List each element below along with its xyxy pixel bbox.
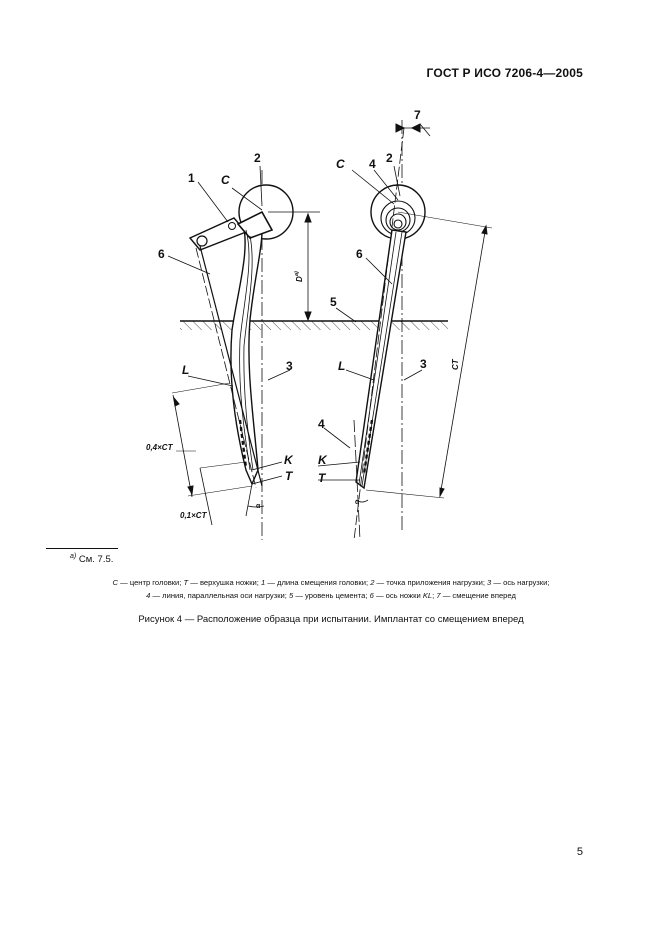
label-d: D bbox=[295, 276, 304, 282]
legend-symbol: KL bbox=[422, 591, 433, 600]
legend-text: — центр головки; bbox=[118, 578, 184, 587]
legend-symbol: 7 bbox=[436, 591, 441, 600]
label-0-4-ct: 0,4×CT bbox=[146, 443, 173, 452]
label-3-right: 3 bbox=[420, 357, 427, 371]
label-k-right: K bbox=[318, 453, 327, 467]
label-4-top: 4 bbox=[369, 157, 376, 171]
footnote-text: См. 7.5. bbox=[78, 554, 114, 566]
legend-text: — длина смещения головки; bbox=[265, 578, 371, 587]
label-alpha-right: α bbox=[355, 499, 360, 506]
legend-symbol: T bbox=[183, 578, 189, 587]
legend-text: — линия, параллельная оси нагрузки; bbox=[150, 591, 289, 600]
label-1: 1 bbox=[188, 171, 195, 185]
label-5: 5 bbox=[330, 295, 337, 309]
label-6-right: 6 bbox=[356, 247, 363, 261]
figure-legend bbox=[40, 576, 622, 602]
document-header: ГОСТ Р ИСО 7206-4—2005 bbox=[426, 66, 583, 80]
legend-symbol: 3 bbox=[487, 578, 492, 587]
label-0-1-ct: 0,1×CT bbox=[180, 511, 207, 520]
legend-line-2 bbox=[40, 589, 622, 602]
legend-text: — верхушка ножки; bbox=[188, 578, 261, 587]
legend-symbol: C bbox=[112, 578, 118, 587]
legend-symbol: 1 bbox=[261, 578, 266, 587]
legend-text: — ось нагрузки; bbox=[491, 578, 550, 587]
label-k-left: K bbox=[284, 453, 293, 467]
label-2-right: 2 bbox=[386, 151, 393, 165]
footnote-marker: a) bbox=[70, 553, 77, 560]
legend-symbol: 2 bbox=[370, 578, 375, 587]
label-d-footnote-mark: a) bbox=[294, 271, 300, 276]
legend-text: ; bbox=[432, 591, 437, 600]
label-alpha-left: α bbox=[256, 503, 261, 510]
label-ct: CT bbox=[451, 359, 460, 370]
label-6-left: 6 bbox=[158, 247, 165, 261]
label-3-left: 3 bbox=[286, 359, 293, 373]
legend-text: — точка приложения нагрузки; bbox=[374, 578, 488, 587]
page-number: 5 bbox=[576, 846, 583, 858]
legend-symbol: 5 bbox=[288, 591, 294, 600]
footnote bbox=[70, 553, 113, 565]
legend-text: — смещение вперед bbox=[440, 591, 516, 600]
label-t-right: T bbox=[318, 471, 326, 485]
label-l-right: L bbox=[338, 359, 346, 373]
footnote-rule bbox=[46, 548, 118, 549]
left-view bbox=[168, 166, 320, 540]
legend-symbol: 6 bbox=[369, 591, 374, 600]
label-2-left: 2 bbox=[254, 151, 261, 165]
label-4-bottom: 4 bbox=[318, 417, 325, 431]
label-c-left: C bbox=[221, 173, 230, 187]
legend-text: — ось ножки bbox=[373, 591, 423, 600]
legend-text: — уровень цемента; bbox=[293, 591, 370, 600]
label-c-right: C bbox=[336, 157, 345, 171]
legend-symbol: 4 bbox=[146, 591, 151, 600]
legend-line-1 bbox=[40, 576, 622, 589]
figure-caption: Рисунок 4 — Расположение образца при испытании. Имплантат со смещением вперед bbox=[138, 614, 524, 625]
label-l-left: L bbox=[182, 363, 190, 377]
label-7: 7 bbox=[414, 108, 421, 122]
label-t-left: T bbox=[285, 469, 293, 483]
